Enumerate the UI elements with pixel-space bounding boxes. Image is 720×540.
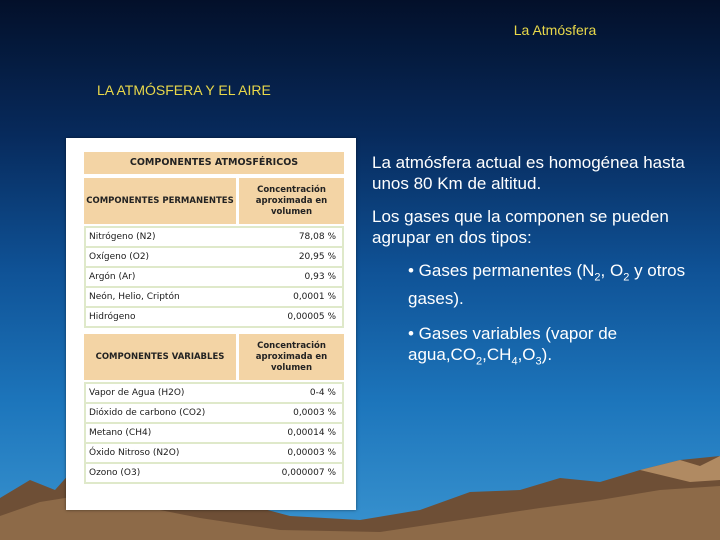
table-row [86,404,342,424]
component-name: Oxígeno (O2) [89,252,150,262]
component-value: 0,00005 % [287,312,336,322]
table-row [86,288,342,308]
bullet-variable-gases: • Gases variables (vapor de $agua,CO_2,CH_4,O_3$). [408,324,618,368]
slide-subtitle: LA ATMÓSFERA Y EL AIRE [97,82,271,98]
component-value: 0,0003 % [293,408,336,418]
table-row [86,424,342,444]
component-value: 0-4 % [309,388,336,398]
component-value: 0,000007 % [281,468,336,478]
table-title: COMPONENTES ATMOSFÉRICOS [84,152,344,174]
table-row [86,228,342,248]
paragraph-gas-groups: Los gases que la componen se pueden agrupar en dos tipos: [372,207,669,247]
component-name: Neón, Helio, Criptón [89,292,180,302]
paragraph-homogeneous: La atmósfera actual es homogénea hasta unos 80 Km de altitud. [372,153,685,193]
component-name: Nitrógeno (N2) [89,232,156,242]
component-name: Hidrógeno [89,312,136,322]
component-name: Ozono (O3) [89,468,141,478]
bullet-permanent-gases: • Gases permanentes ($N_2$, $O_2$ y otros gases). [408,261,686,309]
variable-group-header [84,334,344,380]
component-value: 0,00014 % [287,428,336,438]
variable-header-concentration: Concentración aproximada en volumen [239,334,344,380]
component-name: Dióxido de carbono (CO2) [89,408,206,418]
table-row [86,248,342,268]
permanent-header-concentration: Concentración aproximada en volumen [239,178,344,224]
component-value: 78,08 % [298,232,336,242]
permanent-group-header [84,178,344,224]
slide-header-title: La Atmósfera [513,22,597,38]
component-name: Óxido Nitroso (N2O) [89,448,180,458]
component-name: Metano (CH4) [89,428,152,438]
variable-header-label: COMPONENTES VARIABLES [84,334,236,380]
table-row [86,384,342,404]
permanent-rows [84,226,344,328]
permanent-header-label: COMPONENTES PERMANENTES [84,178,236,224]
body-text [372,152,702,387]
table-row [86,444,342,464]
component-value: 0,00003 % [287,448,336,458]
component-name: Vapor de Agua (H2O) [89,388,185,398]
variable-rows [84,382,344,484]
component-value: 0,0001 % [293,292,336,302]
table-row [86,308,342,326]
table-row [86,268,342,288]
component-value: 0,93 % [304,272,336,282]
component-name: Argón (Ar) [89,272,136,282]
component-value: 20,95 % [298,252,336,262]
table-row [86,464,342,482]
atmospheric-components-table [66,138,356,510]
